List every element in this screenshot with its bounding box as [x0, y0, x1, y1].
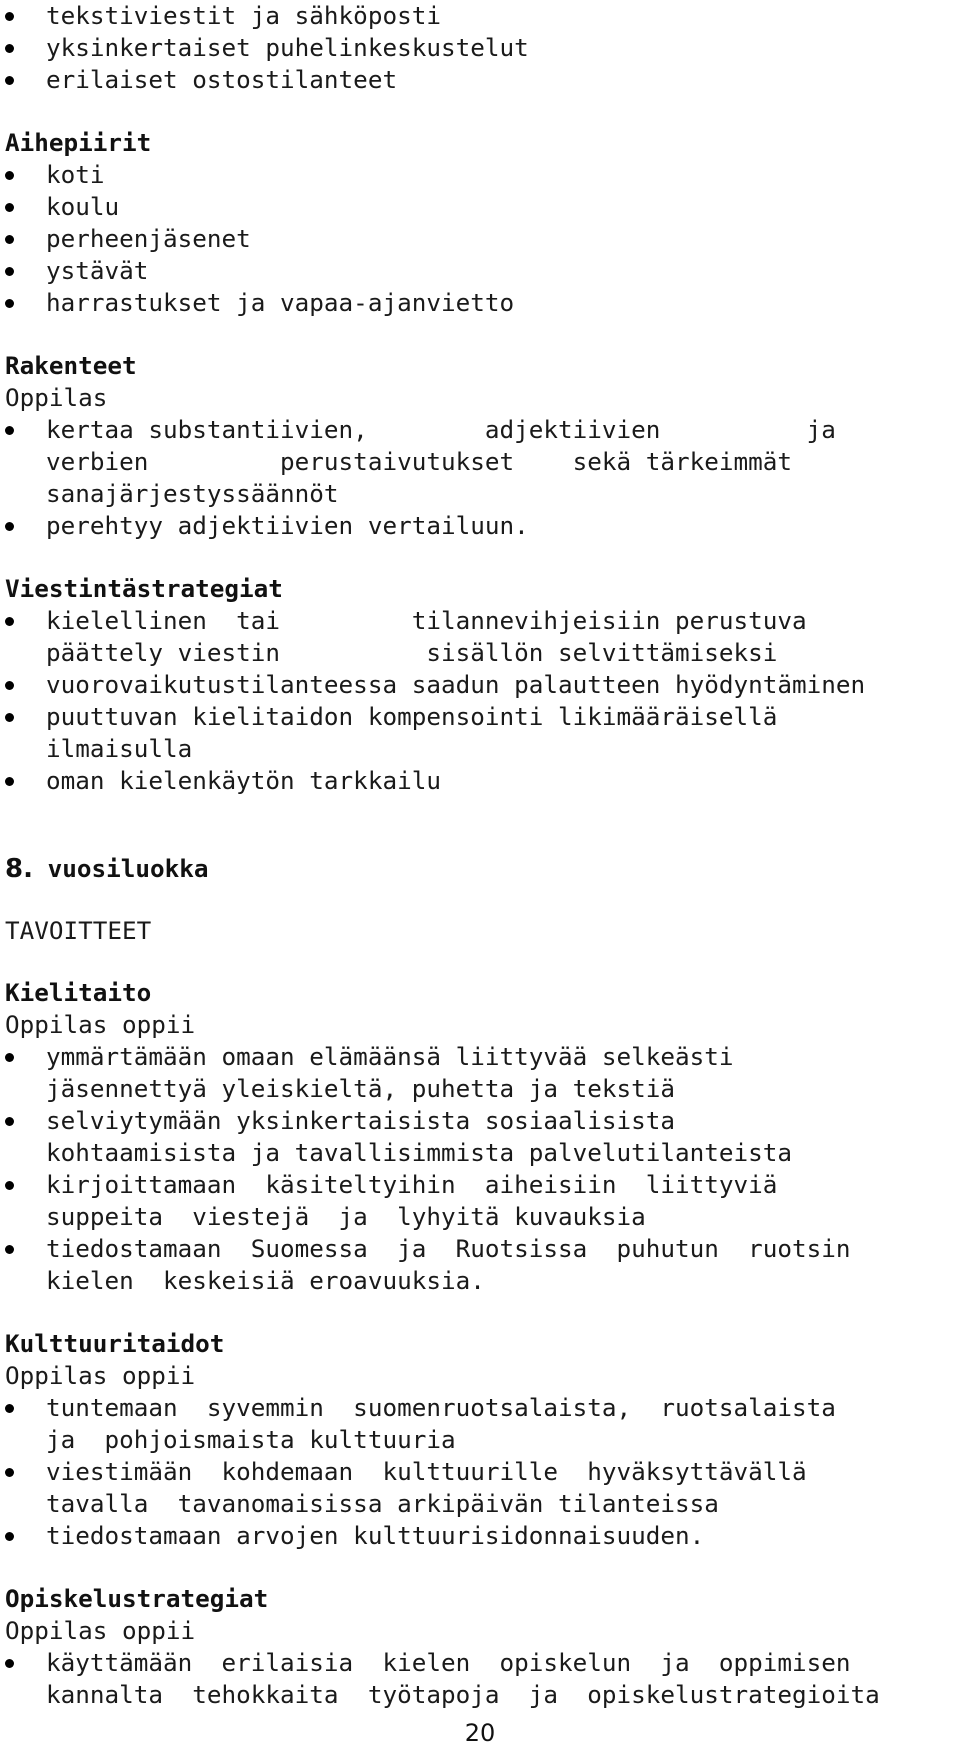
section-heading-viestintastrategiat: Viestintästrategiat [5, 574, 283, 603]
section-heading-kulttuuritaidot: Kulttuuritaidot [5, 1329, 225, 1358]
list-item: perehtyy adjektiivien vertailuun. [5, 510, 955, 542]
bullet-icon [5, 1117, 14, 1126]
communication-situations-list [5, 0, 955, 96]
list-item: kirjoittamaan käsiteltyihin aiheisiin liittyviä suppeita viestejä ja lyhyitä kuvauksia [5, 1169, 955, 1233]
study-strategies-list [5, 1647, 955, 1711]
bullet-icon [5, 235, 14, 244]
bullet-icon [5, 617, 14, 626]
section-intro: Oppilas oppii [5, 1616, 196, 1645]
bullet-icon [5, 1053, 14, 1062]
bullet-icon [5, 1659, 14, 1668]
communication-strategies-list [5, 605, 955, 797]
list-item: käyttämään erilaisia kielen opiskelun ja oppimisen kannalta tehokkaita työtapoja ja opiskelustrategioita [5, 1647, 955, 1711]
list-item: tuntemaan syvemmin suomenruotsalaista, ruotsalaista ja pohjoismaista kulttuuria [5, 1392, 955, 1456]
structures-list [5, 414, 955, 542]
list-item: tiedostamaan arvojen kulttuurisidonnaisuuden. [5, 1520, 955, 1552]
section-heading-opiskelustrategiat: Opiskelustrategiat [5, 1584, 269, 1613]
bullet-icon [5, 522, 14, 531]
bullet-icon [5, 299, 14, 308]
list-item: viestimään kohdemaan kulttuurille hyväksyttävällä tavalla tavanomaisissa arkipäivän tilanteissa [5, 1456, 955, 1520]
bullet-icon [5, 713, 14, 722]
bullet-icon [5, 171, 14, 180]
list-item: kertaa substantiivien, adjektiivien ja verbien perustaivutukset sekä tärkeimmät sanajärjestyssäännöt [5, 414, 955, 510]
list-item: tekstiviestit ja sähköposti [5, 0, 955, 32]
list-item: puuttuvan kielitaidon kompensointi likimääräisellä ilmaisulla [5, 701, 955, 765]
list-item: koulu [5, 191, 955, 223]
bullet-icon [5, 681, 14, 690]
list-item: tiedostamaan Suomessa ja Ruotsissa puhutun ruotsin kielen keskeisiä eroavuuksia. [5, 1233, 955, 1297]
list-item: ystävät [5, 255, 955, 287]
list-item: harrastukset ja vapaa-ajanvietto [5, 287, 955, 319]
section-intro: Oppilas [5, 383, 108, 412]
grade-heading [5, 853, 955, 885]
cultural-skills-list [5, 1392, 955, 1552]
bullet-icon [5, 76, 14, 85]
list-item: selviytymään yksinkertaisista sosiaalisista kohtaamisista ja tavallisimmista palvelutilanteista [5, 1105, 955, 1169]
list-item: kielellinen tai tilannevihjeisiin perustuva päättely viestin sisällön selvittämiseksi [5, 605, 955, 669]
list-item: oman kielenkäytön tarkkailu [5, 765, 955, 797]
bullet-icon [5, 44, 14, 53]
bullet-icon [5, 1245, 14, 1254]
page-number: 20 [464, 1719, 496, 1747]
document-content [5, 0, 955, 1711]
bullet-icon [5, 1404, 14, 1413]
bullet-icon [5, 1181, 14, 1190]
bullet-icon [5, 777, 14, 786]
list-item: yksinkertaiset puhelinkeskustelut [5, 32, 955, 64]
grade-number: 8. [5, 854, 33, 884]
section-heading-rakenteet: Rakenteet [5, 351, 137, 380]
list-item: vuorovaikutustilanteessa saadun palautteen hyödyntäminen [5, 669, 955, 701]
bullet-icon [5, 267, 14, 276]
list-item: ymmärtämään omaan elämäänsä liittyvää selkeästi jäsennettyä yleiskieltä, puhetta ja tekstiä [5, 1041, 955, 1105]
bullet-icon [5, 203, 14, 212]
bullet-icon [5, 12, 14, 21]
section-intro: Oppilas oppii [5, 1010, 196, 1039]
list-item: perheenjäsenet [5, 223, 955, 255]
bullet-icon [5, 1468, 14, 1477]
bullet-icon [5, 426, 14, 435]
section-heading-aihepiirit: Aihepiirit [5, 128, 152, 157]
goals-heading: TAVOITTEET [5, 916, 152, 945]
bullet-icon [5, 1532, 14, 1541]
list-item: koti [5, 159, 955, 191]
language-skills-list [5, 1041, 955, 1297]
grade-label: vuosiluokka [32, 854, 209, 883]
list-item: erilaiset ostostilanteet [5, 64, 955, 96]
section-intro: Oppilas oppii [5, 1361, 196, 1390]
section-heading-kielitaito: Kielitaito [5, 978, 152, 1007]
topics-list [5, 159, 955, 319]
